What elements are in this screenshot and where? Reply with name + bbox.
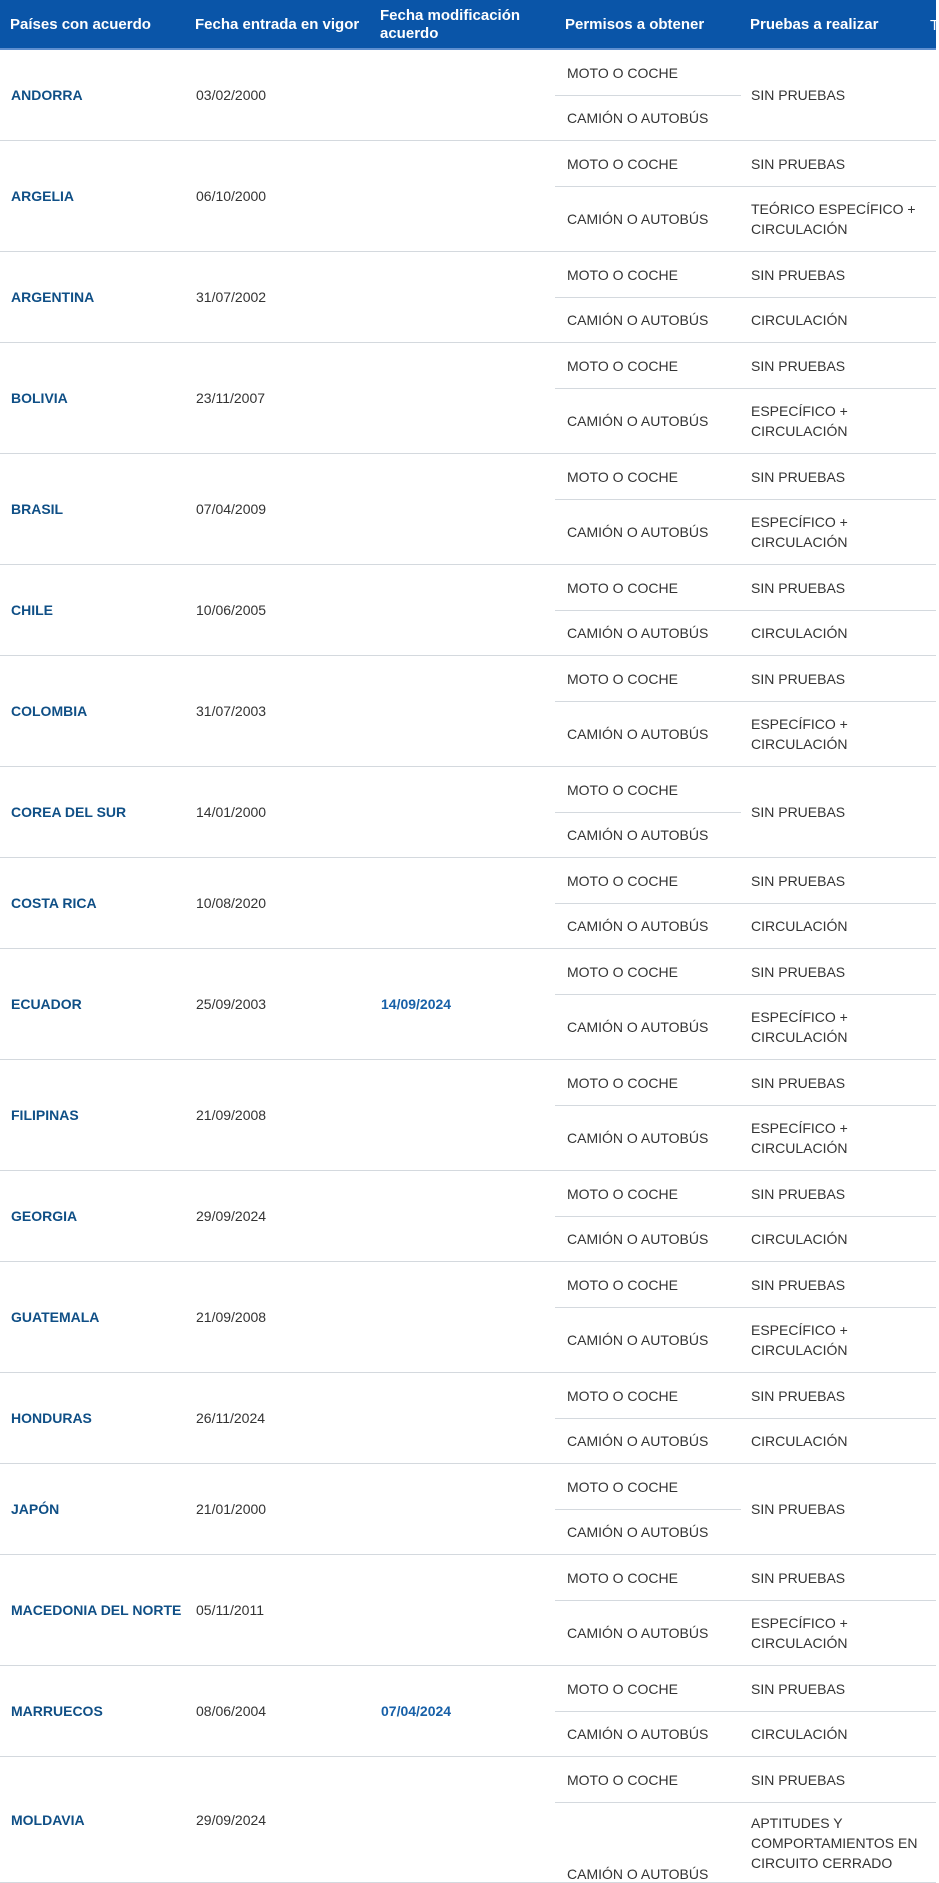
test-label: APTITUDES Y COMPORTAMIENTOS EN CIRCUITO CERRADO	[751, 1814, 918, 1871]
permit-row-camion	[555, 995, 936, 1059]
permits-tests-group	[555, 1373, 936, 1463]
modification-date-link	[381, 50, 551, 140]
entry-date: 10/08/2020	[196, 895, 267, 911]
table-row	[0, 767, 936, 858]
country-link[interactable]: COLOMBIA	[11, 703, 88, 719]
test-label: SIN PRUEBAS	[751, 266, 846, 283]
country-link[interactable]: GUATEMALA	[11, 1309, 100, 1325]
test-label: SIN PRUEBAS	[751, 1569, 846, 1586]
permit-label: CAMIÓN O AUTOBÚS	[567, 1130, 709, 1146]
country-link[interactable]: BOLIVIA	[11, 390, 68, 406]
modification-date-link	[381, 656, 551, 766]
permit-label: MOTO O COCHE	[567, 670, 678, 687]
country-link[interactable]: COREA DEL SUR	[11, 804, 127, 820]
table-header	[0, 0, 939, 50]
permit-row-camion	[555, 187, 936, 251]
permit-row-camion	[555, 1712, 936, 1756]
table-row	[0, 858, 936, 949]
table-body	[0, 50, 936, 1883]
permits-tests-group	[555, 1060, 936, 1170]
permit-label: CAMIÓN O AUTOBÚS	[567, 625, 709, 641]
header-truncated-column: T	[930, 16, 939, 34]
country-link[interactable]: CHILE	[11, 602, 53, 618]
permit-label: CAMIÓN O AUTOBÚS	[567, 1866, 709, 1882]
modification-date-link	[381, 252, 551, 342]
test-label: TEÓRICO ESPECÍFICO + CIRCULACIÓN	[751, 201, 916, 237]
test-label: SIN PRUEBAS	[751, 1185, 846, 1202]
table-row	[0, 1060, 936, 1171]
test-label: CIRCULACIÓN	[751, 1231, 848, 1247]
permit-row-camion	[555, 611, 936, 655]
permit-label: MOTO O COCHE	[567, 1074, 678, 1091]
entry-date: 21/09/2008	[196, 1309, 267, 1325]
entry-date: 07/04/2009	[196, 501, 267, 517]
permit-label: MOTO O COCHE	[567, 1771, 678, 1788]
permit-row-moto	[555, 1757, 936, 1802]
permit-label: MOTO O COCHE	[567, 1185, 678, 1202]
permit-row-camion	[555, 1803, 936, 1882]
permit-label: MOTO O COCHE	[567, 579, 678, 596]
table-row	[0, 1262, 936, 1373]
table-row	[0, 949, 936, 1060]
permit-row-moto	[555, 454, 936, 499]
test-label: ESPECÍFICO + CIRCULACIÓN	[751, 1615, 848, 1651]
permit-label: MOTO O COCHE	[567, 1478, 678, 1495]
entry-date: 03/02/2000	[196, 87, 267, 103]
permit-row-moto	[555, 343, 936, 388]
permit-row-camion	[555, 500, 936, 564]
entry-date: 10/06/2005	[196, 602, 267, 618]
permits-tests-group	[555, 565, 936, 655]
modification-date-link	[381, 1262, 551, 1372]
permit-label: MOTO O COCHE	[567, 266, 678, 283]
modification-date-link	[381, 1464, 551, 1554]
modification-date-link	[381, 1171, 551, 1261]
test-label: ESPECÍFICO + CIRCULACIÓN	[751, 1322, 848, 1358]
permit-label: CAMIÓN O AUTOBÚS	[567, 1625, 709, 1641]
entry-date: 05/11/2011	[196, 1602, 264, 1618]
permit-row-camion	[555, 1308, 936, 1372]
test-label: SIN PRUEBAS	[751, 1074, 846, 1091]
permit-label: CAMIÓN O AUTOBÚS	[567, 726, 709, 742]
test-label: CIRCULACIÓN	[751, 1726, 848, 1742]
permits-tests-group	[555, 50, 936, 140]
test-label: ESPECÍFICO + CIRCULACIÓN	[751, 1120, 848, 1156]
test-label: SIN PRUEBAS	[751, 155, 846, 172]
permit-label: CAMIÓN O AUTOBÚS	[567, 413, 709, 429]
country-link[interactable]: BRASIL	[11, 501, 64, 517]
permit-row-camion	[555, 1217, 936, 1261]
permit-label: CAMIÓN O AUTOBÚS	[567, 918, 709, 934]
entry-date: 21/01/2000	[196, 1501, 267, 1517]
permit-label: MOTO O COCHE	[567, 781, 678, 798]
permits-tests-group	[555, 343, 936, 453]
table-row	[0, 343, 936, 454]
entry-date: 31/07/2003	[196, 703, 267, 719]
permit-row-moto	[555, 141, 936, 186]
permit-row-moto	[555, 1666, 936, 1711]
modification-date-link	[381, 1373, 551, 1463]
test-label: SIN PRUEBAS	[751, 1680, 846, 1697]
permit-row-moto	[555, 1262, 936, 1307]
country-link[interactable]: COSTA RICA	[11, 895, 97, 911]
entry-date: 31/07/2002	[196, 289, 267, 305]
permit-label: CAMIÓN O AUTOBÚS	[567, 1231, 709, 1247]
modification-date-link	[381, 343, 551, 453]
country-link[interactable]: ECUADOR	[11, 996, 82, 1012]
permit-row-camion	[555, 1601, 936, 1665]
entry-date: 29/09/2024	[196, 1208, 267, 1224]
permit-row-moto	[555, 1060, 936, 1105]
permit-label: MOTO O COCHE	[567, 357, 678, 374]
permit-label: MOTO O COCHE	[567, 1387, 678, 1404]
permit-row-moto	[555, 1373, 936, 1418]
header-entry-date[interactable]: Fecha entrada en vigor	[195, 16, 360, 33]
modification-date-link	[381, 1555, 551, 1665]
test-label: CIRCULACIÓN	[751, 1433, 848, 1449]
modification-date-link	[381, 767, 551, 857]
test-label: CIRCULACIÓN	[751, 625, 848, 641]
modification-date-link	[381, 141, 551, 251]
test-label: SIN PRUEBAS	[751, 1276, 846, 1293]
permits-tests-group	[555, 1262, 936, 1372]
country-link[interactable]: JAPÓN	[11, 1501, 60, 1517]
test-label: SIN PRUEBAS	[751, 357, 846, 374]
test-label: SIN PRUEBAS	[751, 1387, 846, 1404]
table-row	[0, 1666, 936, 1757]
test-label: ESPECÍFICO + CIRCULACIÓN	[751, 1009, 848, 1045]
permit-label: MOTO O COCHE	[567, 468, 678, 485]
permit-label: CAMIÓN O AUTOBÚS	[567, 1019, 709, 1035]
country-link[interactable]: MACEDONIA DEL NORTE	[11, 1602, 182, 1618]
permit-label: MOTO O COCHE	[567, 155, 678, 172]
permit-row-camion	[555, 1106, 936, 1170]
permit-label: MOTO O COCHE	[567, 1680, 678, 1697]
country-link[interactable]: ANDORRA	[11, 87, 83, 103]
permits-tests-group	[555, 1666, 936, 1756]
header-tests[interactable]: Pruebas a realizar	[750, 16, 879, 33]
permits-tests-group	[555, 141, 936, 251]
permit-label: CAMIÓN O AUTOBÚS	[567, 1726, 709, 1742]
permits-tests-group	[555, 1555, 936, 1665]
permits-tests-group	[555, 949, 936, 1059]
permit-label: MOTO O COCHE	[567, 1569, 678, 1586]
entry-date: 23/11/2007	[196, 390, 266, 406]
test-label: ESPECÍFICO + CIRCULACIÓN	[751, 716, 848, 752]
permits-tests-group	[555, 252, 936, 342]
country-link[interactable]: ARGENTINA	[11, 289, 95, 305]
header-permits[interactable]: Permisos a obtener	[565, 16, 705, 33]
table-row	[0, 252, 936, 343]
permits-tests-group	[555, 656, 936, 766]
modification-date-link[interactable]: 07/04/2024	[381, 1703, 452, 1719]
permit-label: MOTO O COCHE	[567, 64, 678, 81]
country-link[interactable]: MOLDAVIA	[11, 1811, 85, 1828]
table-row	[0, 656, 936, 767]
table-row	[0, 1757, 936, 1883]
permit-label: MOTO O COCHE	[567, 1276, 678, 1293]
permit-label: CAMIÓN O AUTOBÚS	[567, 312, 709, 328]
permits-tests-group	[555, 858, 936, 948]
entry-date: 21/09/2008	[196, 1107, 267, 1123]
entry-date: 14/01/2000	[196, 804, 267, 820]
test-label: CIRCULACIÓN	[751, 312, 848, 328]
permit-label: CAMIÓN O AUTOBÚS	[567, 1524, 709, 1540]
entry-date: 26/11/2024	[196, 1410, 266, 1426]
modification-date-link	[381, 1757, 551, 1882]
test-label-shared: SIN PRUEBAS	[751, 1501, 846, 1517]
table-row	[0, 141, 936, 252]
modification-date-link	[381, 1060, 551, 1170]
permits-tests-group	[555, 1464, 936, 1554]
table-row	[0, 1555, 936, 1666]
country-link[interactable]: ARGELIA	[11, 188, 74, 204]
permits-tests-group	[555, 767, 936, 857]
entry-date: 08/06/2004	[196, 1703, 267, 1719]
permits-tests-group	[555, 1757, 936, 1882]
table-row	[0, 565, 936, 656]
permit-row-moto	[555, 252, 936, 297]
permit-row-moto	[555, 1555, 936, 1600]
permit-row-moto	[555, 565, 936, 610]
test-label: ESPECÍFICO + CIRCULACIÓN	[751, 514, 848, 550]
entry-date: 29/09/2024	[196, 1811, 267, 1828]
test-label-shared: SIN PRUEBAS	[751, 804, 846, 820]
permit-row-moto	[555, 1171, 936, 1216]
test-label: CIRCULACIÓN	[751, 918, 848, 934]
permit-label: CAMIÓN O AUTOBÚS	[567, 1332, 709, 1348]
permit-row-camion	[555, 298, 936, 342]
permit-row-moto	[555, 949, 936, 994]
test-label-shared: SIN PRUEBAS	[751, 87, 846, 103]
permit-row-camion	[555, 389, 936, 453]
permit-row-camion	[555, 702, 936, 766]
modification-date-link	[381, 565, 551, 655]
permits-tests-group	[555, 454, 936, 564]
test-label: SIN PRUEBAS	[751, 670, 846, 687]
table-row	[0, 1373, 936, 1464]
modification-date-link	[381, 858, 551, 948]
permit-label: MOTO O COCHE	[567, 963, 678, 980]
table-row	[0, 50, 936, 141]
permit-label: CAMIÓN O AUTOBÚS	[567, 1433, 709, 1449]
permits-tests-group	[555, 1171, 936, 1261]
test-label: SIN PRUEBAS	[751, 872, 846, 889]
country-link[interactable]: GEORGIA	[11, 1208, 78, 1224]
modification-date-link[interactable]: 14/09/2024	[381, 996, 452, 1012]
header-country[interactable]: Países con acuerdo	[10, 16, 151, 33]
test-label: SIN PRUEBAS	[751, 468, 846, 485]
permit-row-moto	[555, 656, 936, 701]
permit-row-camion	[555, 904, 936, 948]
permit-row-camion	[555, 1419, 936, 1463]
table-row	[0, 1171, 936, 1262]
permit-row-moto	[555, 858, 936, 903]
entry-date: 06/10/2000	[196, 188, 267, 204]
test-label: SIN PRUEBAS	[751, 579, 846, 596]
entry-date: 25/09/2003	[196, 996, 267, 1012]
country-link[interactable]: FILIPINAS	[11, 1107, 79, 1123]
country-link[interactable]: HONDURAS	[11, 1410, 92, 1426]
table-row	[0, 454, 936, 565]
test-label: SIN PRUEBAS	[751, 963, 846, 980]
country-link[interactable]: MARRUECOS	[11, 1703, 103, 1719]
permit-label: CAMIÓN O AUTOBÚS	[567, 211, 709, 227]
table-row	[0, 1464, 936, 1555]
permit-label: CAMIÓN O AUTOBÚS	[567, 827, 709, 843]
test-label: ESPECÍFICO + CIRCULACIÓN	[751, 403, 848, 439]
permit-label: CAMIÓN O AUTOBÚS	[567, 524, 709, 540]
modification-date-link	[381, 454, 551, 564]
permit-label: CAMIÓN O AUTOBÚS	[567, 110, 709, 126]
permit-label: MOTO O COCHE	[567, 872, 678, 889]
header-modification-date[interactable]: Fecha modificación acuerdo	[380, 7, 521, 42]
test-label: SIN PRUEBAS	[751, 1771, 846, 1788]
